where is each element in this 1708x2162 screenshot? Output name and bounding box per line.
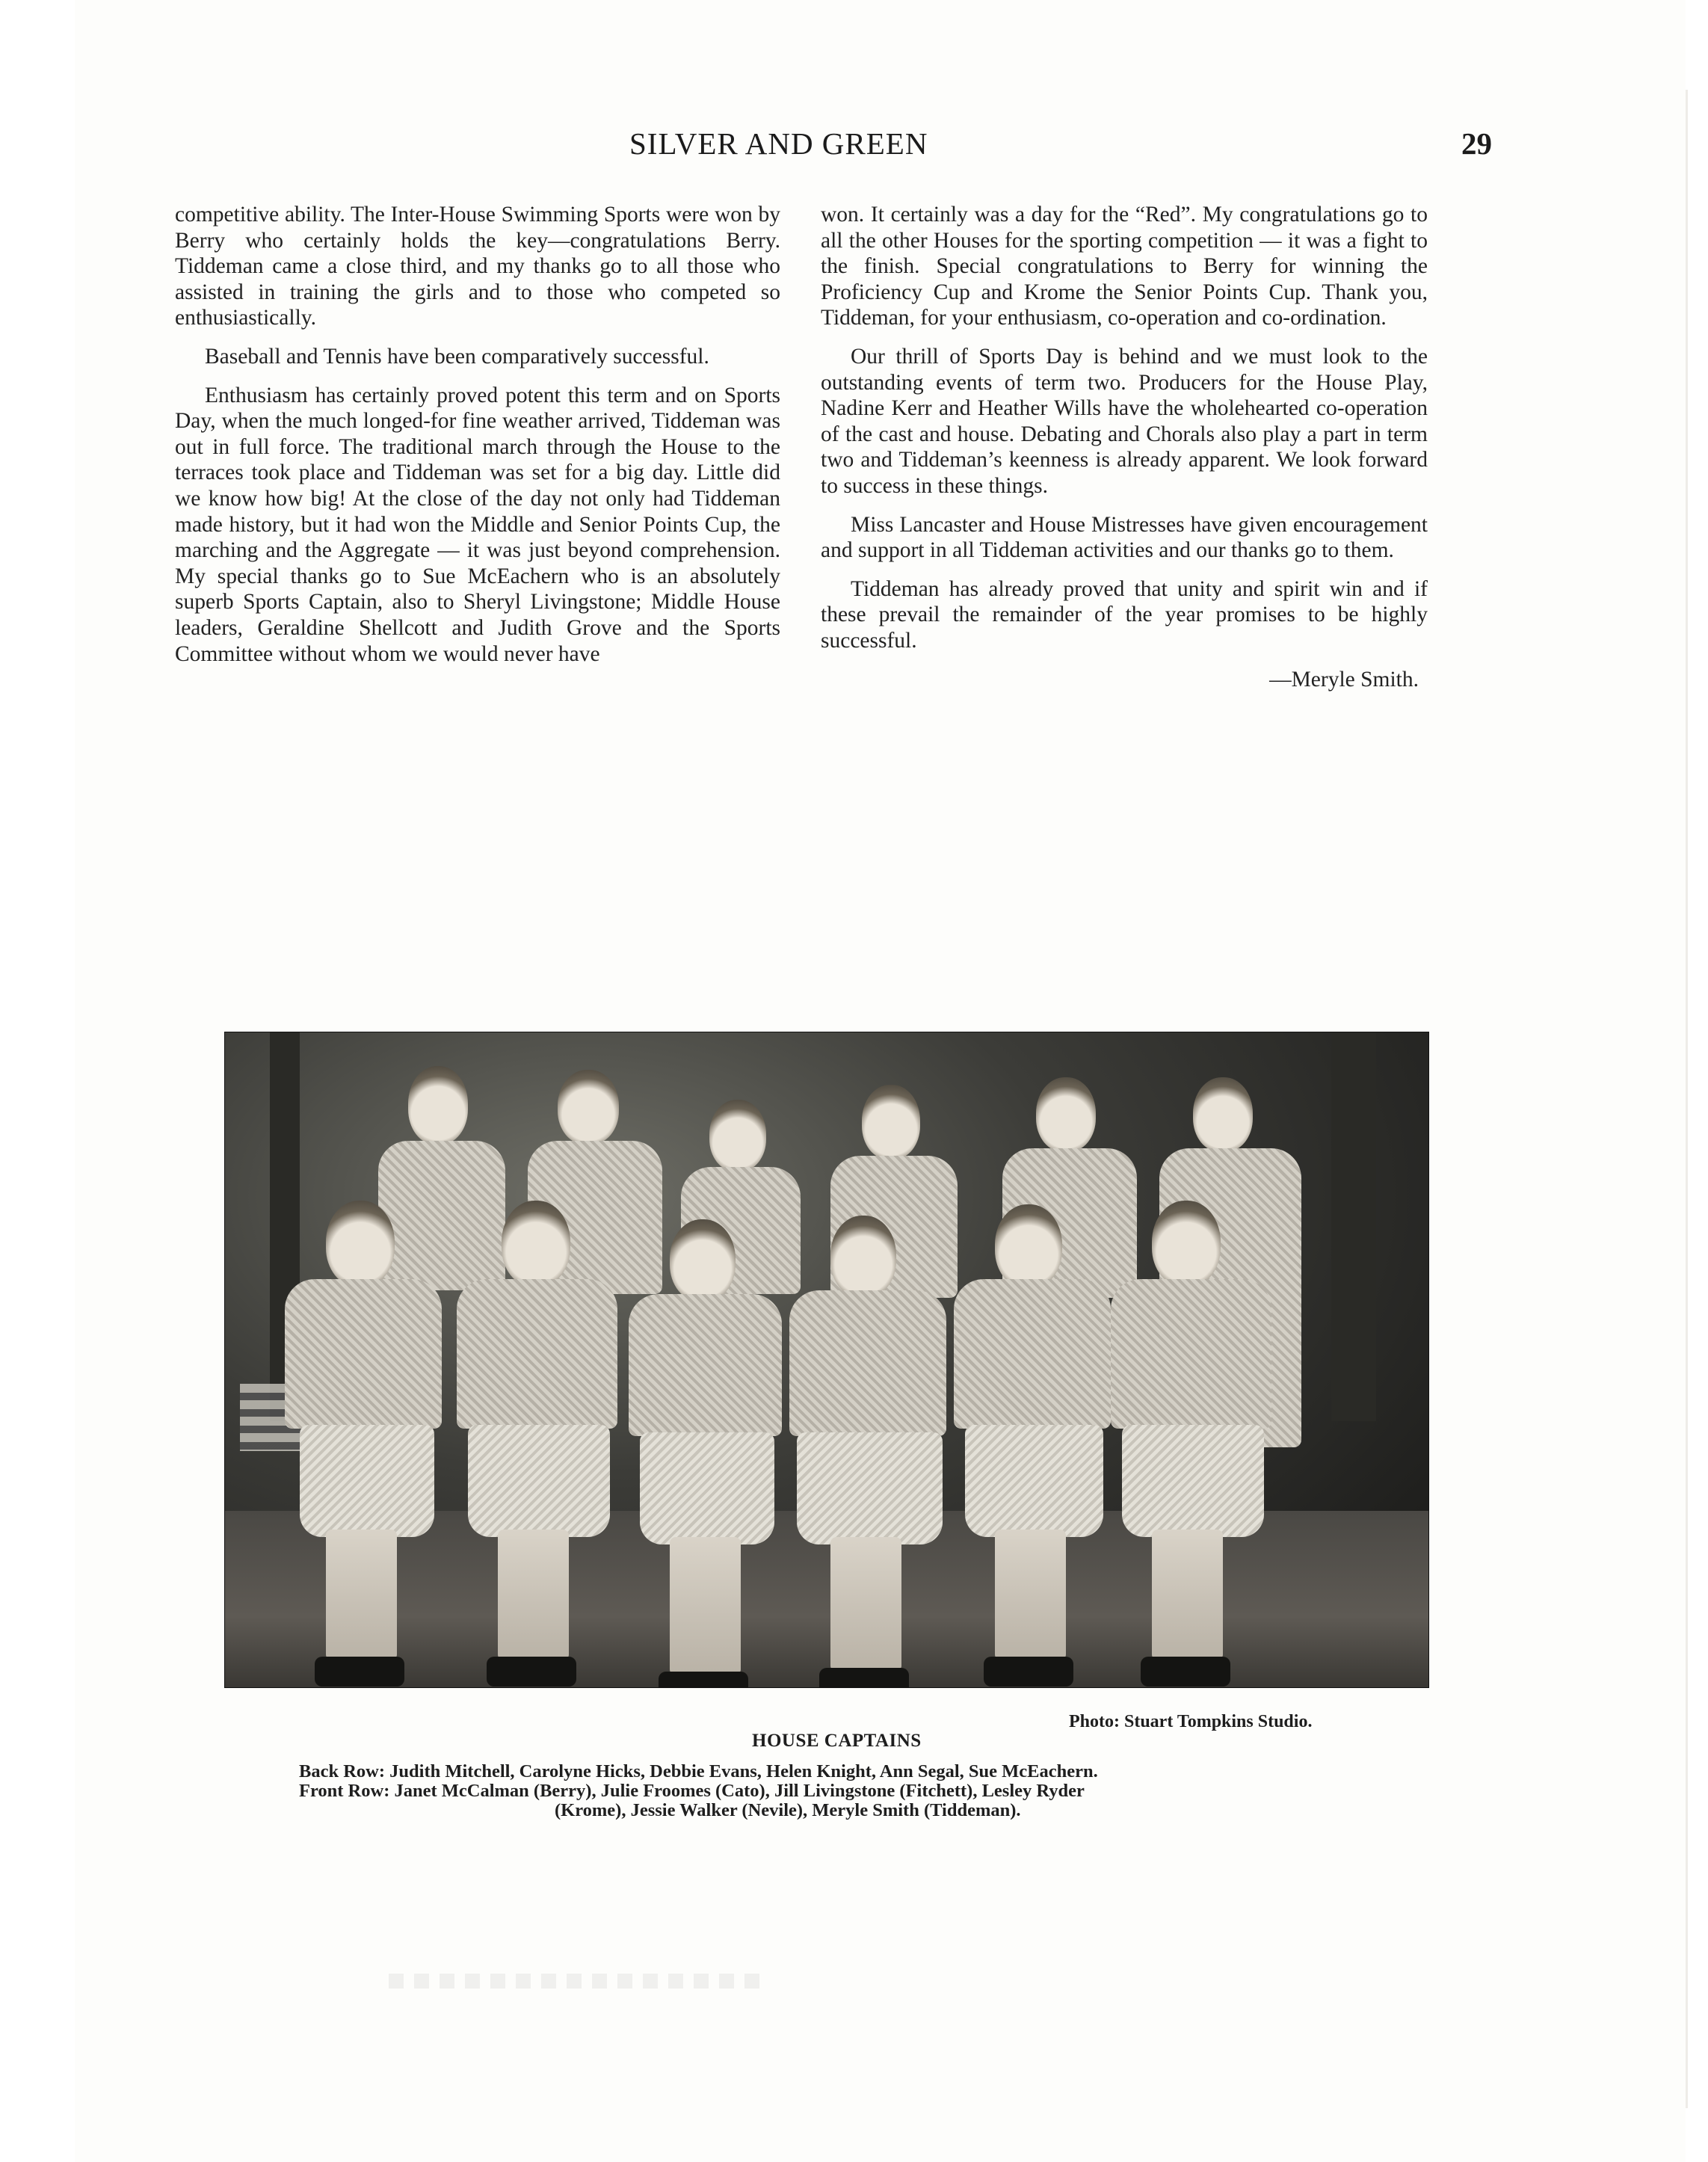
paragraph: Miss Lancaster and House Mistresses have given encouragement and support in all Tiddeman activities and our thanks go to them. — [821, 512, 1428, 563]
photo-caption-names — [299, 1762, 1420, 1820]
caption-front-row: Front Row: Janet McCalman (Berry), Julie Froomes (Cato), Jill Livingstone (Fitchett), Lesley Ryder — [299, 1781, 1085, 1801]
left-column — [175, 202, 780, 680]
caption-front-row-continued: (Krome), Jessie Walker (Nevile), Meryle Smith (Tiddeman). — [555, 1800, 1021, 1820]
house-captains-photo — [224, 1032, 1429, 1688]
paragraph: Enthusiasm has certainly proved potent this term and on Sports Day, when the much longed-for fine weather arrived, Tiddeman was out in full force. The traditional march through the House to the terraces took place and Tiddeman was set for a big day. Little did we know how big! At the close of the day not only had Tiddeman made history, but it had won the Middle and Senior Points Cup, the marching and the Aggregate — it was just beyond comprehension. My special thanks go to Sue McEachern who is an absolutely superb Sports Captain, also to Sheryl Livingstone; Middle House leaders, Geraldine Shellcott and Judith Grove and the Sports Committee without whom we would never have — [175, 383, 780, 666]
photo-credit: Photo: Stuart Tompkins Studio. — [1069, 1712, 1313, 1731]
bleed-through-text — [389, 1974, 762, 1989]
paragraph: won. It certainly was a day for the “Red”. My congratulations go to all the other Houses for the sporting competition — it was a fight to the finish. Special congratulations to Berry for winning the Proficiency Cup and Krome the Senior Points Cup. Thank you, Tiddeman, for your enthusiasm, co-operation and co-ordination. — [821, 203, 1428, 330]
photo-caption-title: HOUSE CAPTAINS — [752, 1731, 922, 1751]
page-number: 29 — [1461, 126, 1492, 161]
running-head-title: SILVER AND GREEN — [629, 126, 928, 161]
paragraph: Baseball and Tennis have been comparatively successful. — [205, 344, 709, 369]
author-signature: —Meryle Smith. — [1269, 667, 1419, 692]
paragraph: competitive ability. The Inter-House Swimming Sports were won by Berry who certainly holds the key—congratulations Berry. Tiddeman came a close third, and my thanks go to all those who assisted in training the girls and to those who competed so enthusiastically. — [175, 203, 780, 330]
paragraph: Tiddeman has already proved that unity and spirit win and if these prevail the remainder of the year promises to be highly successful. — [821, 576, 1428, 653]
right-column — [821, 202, 1428, 705]
tree-trunk — [1331, 1032, 1376, 1421]
caption-back-row: Back Row: Judith Mitchell, Carolyne Hicks, Debbie Evans, Helen Knight, Ann Segal, Sue McEachern. — [299, 1761, 1098, 1781]
paragraph: Our thrill of Sports Day is behind and we must look to the outstanding events of term two. Producers for the House Play, Nadine Kerr and Heather Wills have the wholehearted co-operation of the cast and house. Debating and Chorals also play a part in term two and Tiddeman’s keenness is already apparent. We look forward to success in these things. — [821, 344, 1428, 498]
scan-edge-right — [1686, 90, 1688, 2108]
